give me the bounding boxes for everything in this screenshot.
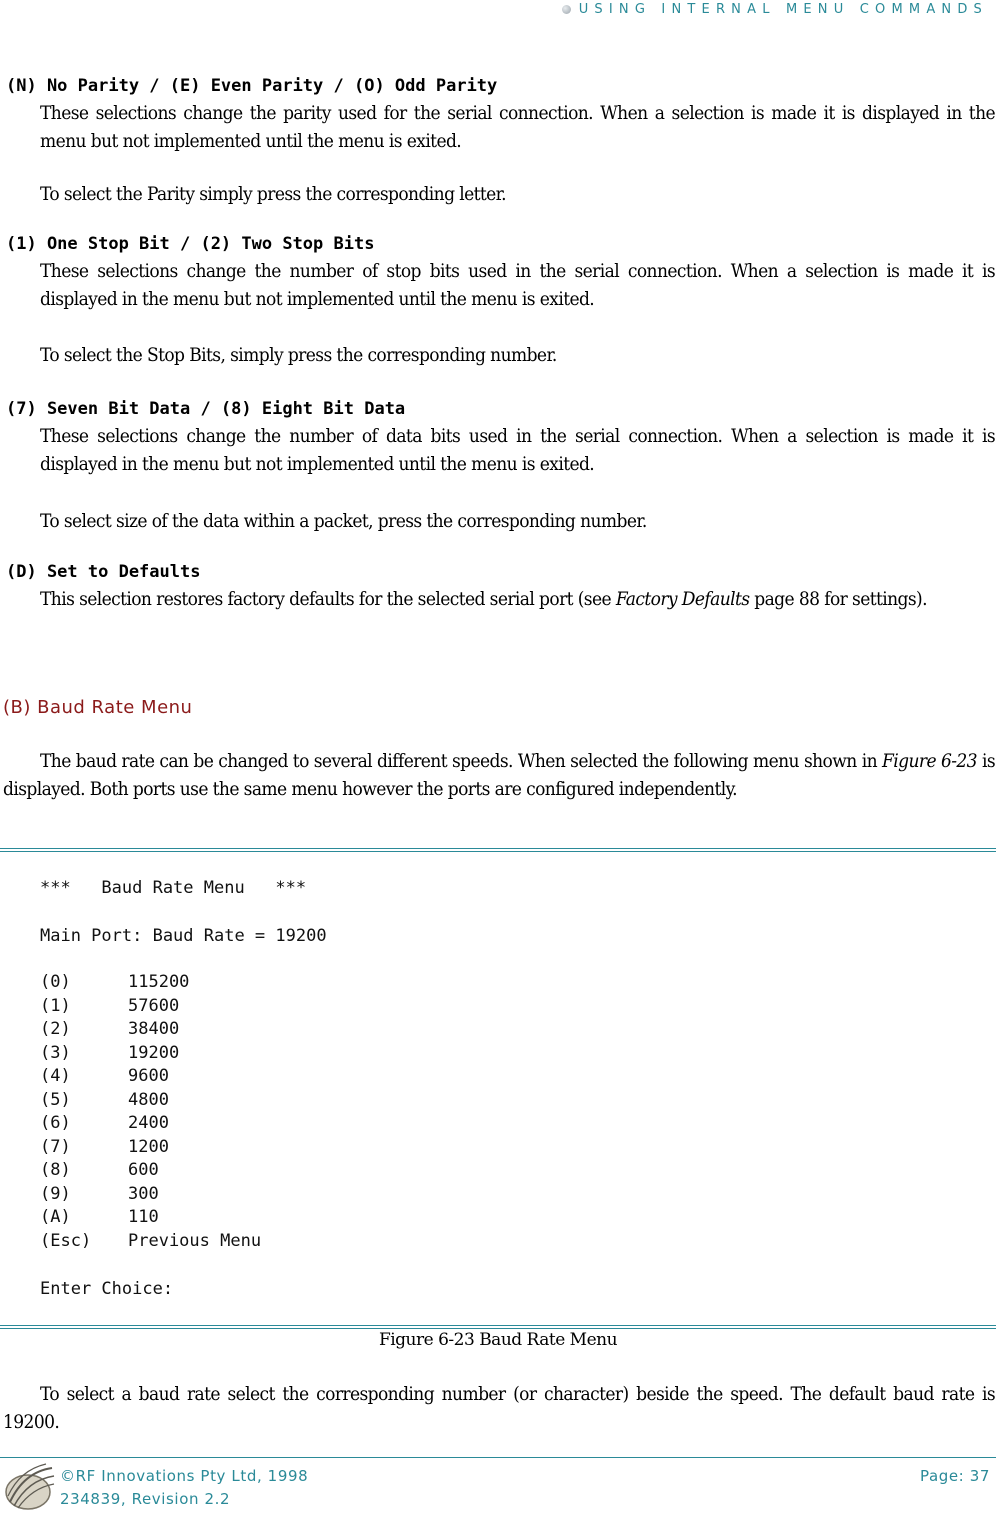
header-title: USING INTERNAL MENU COMMANDS (578, 1, 988, 17)
option-value: 38400 (128, 1019, 180, 1039)
company-logo-icon (4, 1462, 56, 1512)
option-key: (3) (40, 1042, 71, 1063)
figure-caption: Figure 6-23 Baud Rate Menu (378, 1330, 618, 1350)
closing-paragraph: To select a baud rate select the corresponding number (or character) beside the speed. The default baud rate is 19200. (3, 1383, 995, 1433)
footer-doc-id: 234839, Revision 2.2 (60, 1490, 231, 1508)
option-value: 19200 (128, 1042, 180, 1063)
parity-command: (N) No Parity / (E) Even Parity / (O) Odd Parity (6, 76, 498, 96)
baud-option (40, 1019, 179, 1039)
option-key: (8) (40, 1160, 71, 1180)
baud-option (40, 1113, 169, 1133)
option-key: (2) (40, 1019, 71, 1039)
data-bits-instruction: To select size of the data within a packet, press the corresponding number. (40, 510, 647, 532)
baud-option (40, 996, 179, 1016)
option-key: (6) (40, 1113, 71, 1133)
defaults-description: This selection restores factory defaults for the selected serial port (see Factory Defaults page 88 for settings). (40, 588, 927, 610)
option-value: 110 (128, 1207, 159, 1227)
stop-bits-command: (1) One Stop Bit / (2) Two Stop Bits (6, 234, 375, 254)
baud-option (40, 1184, 159, 1204)
terminal-title: *** Baud Rate Menu *** (40, 878, 307, 898)
option-value: 115200 (128, 972, 190, 992)
option-key: (9) (40, 1183, 71, 1204)
baud-option (40, 972, 189, 992)
terminal-prompt: Enter Choice: (40, 1279, 174, 1299)
baud-option (40, 1231, 261, 1251)
parity-description: These selections change the parity used for the serial connection. When a selection is made it is displayed in the menu but not implemented until the menu is exited. (40, 102, 995, 152)
option-value: Previous Menu (128, 1230, 262, 1251)
running-header (562, 0, 988, 18)
option-key: (5) (40, 1089, 71, 1110)
footer-rule (0, 1457, 996, 1458)
baud-option (40, 1207, 159, 1227)
option-key: (4) (40, 1066, 71, 1086)
data-bits-command: (7) Seven Bit Data / (8) Eight Bit Data (6, 399, 406, 419)
terminal-status: Main Port: Baud Rate = 19200 (40, 926, 327, 946)
baud-option (40, 1137, 169, 1157)
option-value: 4800 (128, 1089, 169, 1110)
stop-bits-instruction: To select the Stop Bits, simply press the corresponding number. (40, 344, 557, 366)
factory-defaults-ref: Factory Defaults (615, 588, 750, 610)
option-value: 57600 (128, 995, 180, 1016)
option-key: (A) (40, 1207, 71, 1227)
defaults-command: (D) Set to Defaults (6, 562, 201, 582)
option-key: (Esc) (40, 1230, 92, 1251)
option-value: 600 (128, 1160, 159, 1180)
page-number: Page: 37 (919, 1467, 990, 1485)
baud-rate-heading: (B) Baud Rate Menu (3, 697, 193, 718)
baud-option (40, 1043, 179, 1063)
bullet-icon (562, 5, 571, 14)
option-key: (0) (40, 972, 71, 992)
baud-rate-intro: The baud rate can be changed to several different speeds. When selected the following menu shown in Figure 6-23 is displayed. Both ports use the same menu however the ports are configured independently. (3, 750, 996, 800)
option-value: 1200 (128, 1136, 169, 1157)
baud-option (40, 1066, 169, 1086)
baud-option (40, 1160, 159, 1180)
terminal-bottom-rule (0, 1325, 996, 1329)
option-value: 2400 (128, 1113, 169, 1133)
footer-copyright: ©RF Innovations Pty Ltd, 1998 (60, 1467, 309, 1485)
data-bits-description: These selections change the number of data bits used in the serial connection. When a selection is made it is displayed in the menu but not implemented until the menu is exited. (40, 425, 995, 475)
figure-ref: Figure 6-23 (882, 750, 977, 772)
option-key: (7) (40, 1136, 71, 1157)
terminal-top-rule (0, 848, 996, 852)
option-key: (1) (40, 995, 71, 1016)
option-value: 9600 (128, 1066, 169, 1086)
stop-bits-description: These selections change the number of stop bits used in the serial connection. When a selection is made it is displayed in the menu but not implemented until the menu is exited. (40, 260, 995, 310)
parity-instruction: To select the Parity simply press the corresponding letter. (40, 183, 506, 205)
option-value: 300 (128, 1183, 159, 1204)
baud-option (40, 1090, 169, 1110)
